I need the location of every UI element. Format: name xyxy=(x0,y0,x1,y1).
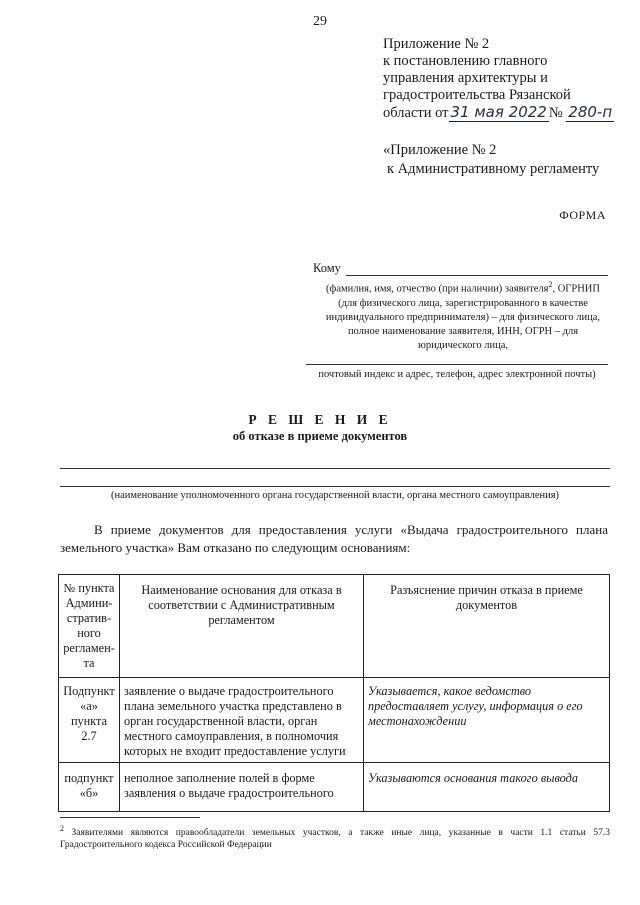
table-row xyxy=(59,763,610,812)
header-ground: Наименование основания для отказа в соответствии с Административным регламентом xyxy=(120,575,364,678)
appendix-date-line xyxy=(383,104,633,122)
table-header-row xyxy=(59,575,610,678)
number-label: № xyxy=(548,105,563,121)
row-point: Подпункт «а» пункта 2.7 xyxy=(59,678,120,763)
header-point: № пункта Админи-стратив-ного регламен-та xyxy=(59,575,120,678)
recipient-label: Кому xyxy=(313,261,341,275)
handwritten-number: 280-п xyxy=(568,103,613,121)
footnote-rule xyxy=(60,817,200,818)
row-point: подпункт «б» xyxy=(59,763,120,812)
appendix-regulation-subtitle: к Административному регламенту xyxy=(387,161,600,177)
header-explanation: Разъяснение причин отказа в приеме документов xyxy=(364,575,610,678)
row-ground: неполное заполнение полей в форме заявления о выдаче градостроительного xyxy=(120,763,364,812)
date-prefix: области от xyxy=(383,105,449,121)
appendix-regulation-title: «Приложение № 2 xyxy=(383,142,497,158)
address-note: почтовый индекс и адрес, телефон, адрес электронной почты) xyxy=(318,369,596,380)
row-explanation: Указывается, какое ведомство предоставляет услугу, информация о его местонахождении xyxy=(364,678,610,763)
appendix-regulation xyxy=(383,141,633,179)
page-number: 29 xyxy=(313,14,327,29)
decision-title: Р Е Ш Е Н И Е xyxy=(248,412,392,427)
appendix-line: к постановлению главного xyxy=(383,53,548,69)
recipient-note xyxy=(308,278,618,353)
grounds-table xyxy=(58,574,610,812)
footnote xyxy=(60,823,610,851)
decision-subtitle: об отказе в приеме документов xyxy=(232,429,408,443)
row-explanation: Указываются основания такого вывода xyxy=(364,763,610,812)
recipient-line xyxy=(346,275,608,276)
authority-line xyxy=(60,486,610,487)
authority-line xyxy=(60,468,610,469)
authority-note: (наименование уполномоченного органа государственной власти, органа местного самоуправления) xyxy=(110,490,560,501)
address-line xyxy=(306,364,608,365)
recipient-note-line: юридического лица, xyxy=(417,339,509,351)
row-ground: заявление о выдаче градостроительного плана земельного участка представлено в орган государственной власти, орган местного самоуправления, в полномочия которых не входит предоставление услуги xyxy=(120,678,364,763)
footnote-text: Заявителями являются правообладатели земельных участков, а также иные лица, указанные в части 1.1 статьи 57.3 Градостроительного кодекса Российской Федерации xyxy=(60,828,611,851)
body-paragraph: В приеме документов для предоставления услуги «Выдача градостроительного плана земельного участка» Вам отказано по следующим основаниям: xyxy=(60,522,608,555)
form-label: ФОРМА xyxy=(559,208,606,222)
recipient-note-line: полное наименование заявителя, ИНН, ОГРН – для xyxy=(347,325,579,337)
appendix-header xyxy=(383,36,633,122)
appendix-line: градостроительства Рязанской xyxy=(383,87,571,103)
footnote-marker: 2 xyxy=(60,824,64,833)
appendix-line: управления архитектуры и xyxy=(383,70,548,86)
footnote-ref: 2 xyxy=(548,280,553,289)
recipient-note-line: (фамилия, имя, отчество (при наличии) заявителя$^2$, ОГРНИП xyxy=(326,280,600,295)
recipient-note-line: (для физического лица, зарегистрированного в качестве xyxy=(338,297,588,309)
handwritten-date: 31 мая 2022 xyxy=(450,103,547,121)
appendix-title: Приложение № 2 xyxy=(383,36,490,52)
recipient-note-line: индивидуального предпринимателя) – для физического лица, xyxy=(325,311,601,323)
table-row xyxy=(59,678,610,763)
